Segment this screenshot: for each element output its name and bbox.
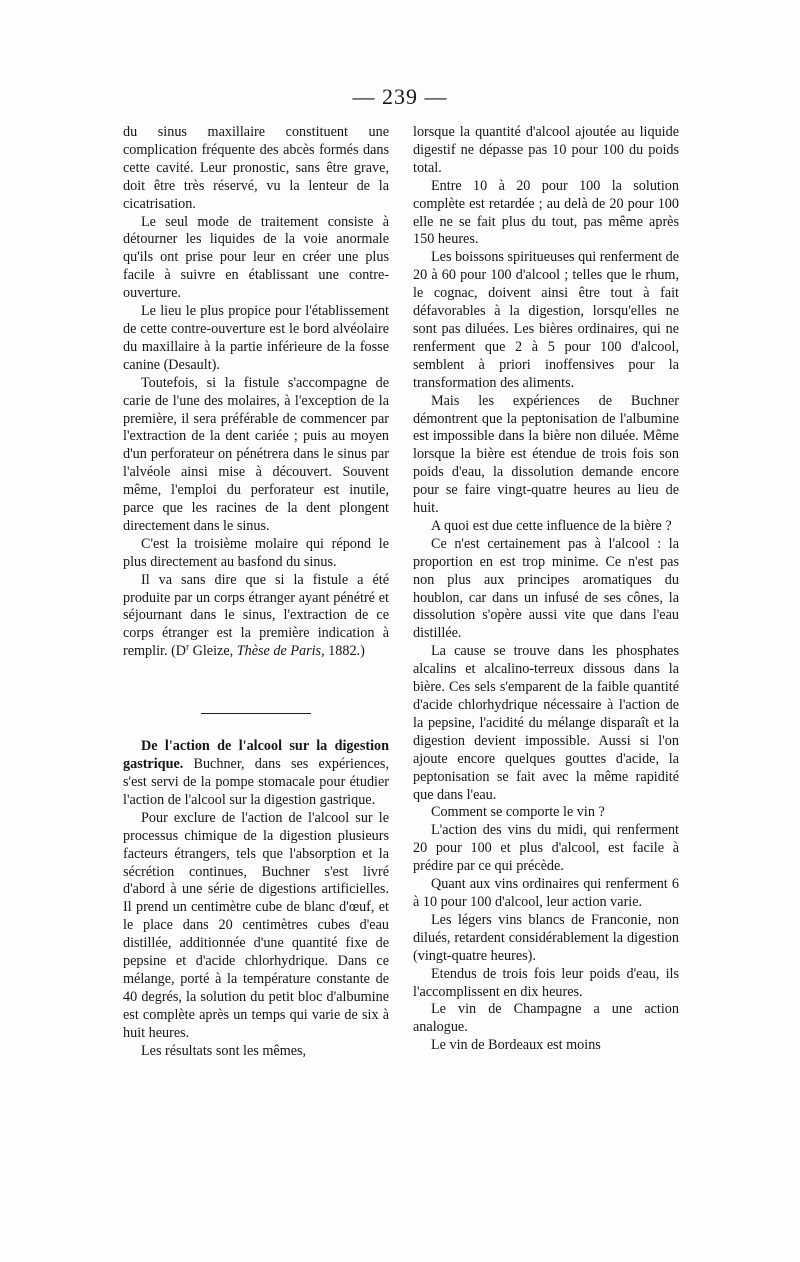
paragraph: Les légers vins blancs de Franconie, non dilués, retardent considérablement la digestion (vingt-quatre heures). <box>413 911 679 964</box>
paragraph: Pour exclure de l'action de l'alcool sur le processus chimique de la digestion plusieurs facteurs étrangers, tels que l'absorption et la sécrétion continues, Buchner s'est livré d'abord à une série de digestions artificielles. Il prend un centimètre cube de blanc d'œuf, et le place dans 20 centimètres cubes d'eau distillée, additionnée d'une quantité fixe de pepsine et d'acide chlorhydrique. Dans ce mélange, porté à la température constante de 40 degrés, la solution du petit bloc d'albumine est complète après un temps qui varie de six à huit heures. <box>123 809 389 1041</box>
paragraph: Le seul mode de traitement consiste à détourner les liquides de la voie anormale qu'ils ont prise pour leur en créer une plus facile à suivre en établissant une contre-ouverture. <box>123 213 389 302</box>
paragraph-with-citation <box>123 572 389 662</box>
citation: ($D^r$ Gleize, Thèse de Paris, 1882.) <box>171 641 365 660</box>
paragraph: Toutefois, si la fistule s'accompagne de carie de l'une des molaires, à l'exception de la première, il sera préférable de commencer par l'extraction de la dent cariée ; puis au moyen d'un perforateur on pénétrera dans le sinus par l'alvéole ainsi mise à découvert. Souvent même, l'emploi du perforateur est inutile, parce que les racines de la dent plongent directement dans le sinus. <box>123 374 389 534</box>
paragraph-text: Il va sans dire que si la fistule a été produite par un corps étranger ayant pénétré et séjournant dans le sinus, l'extraction de ce corps étranger est la première indication à remplir. <box>123 571 389 660</box>
right-column <box>413 124 679 1055</box>
section-first-text: Buchner, dans ses expériences, s'est servi de la pompe stomacale pour étudier l'action de l'alcool sur la digestion gastrique. <box>123 756 389 808</box>
paragraph: lorsque la quantité d'alcool ajoutée au liquide digestif ne dépasse pas 10 pour 100 du poids total. <box>413 124 679 176</box>
paragraph: Le vin de Champagne a une action analogue. <box>413 1001 679 1036</box>
citation-work: Thèse de Paris <box>236 643 322 660</box>
section-title: De l'action de l'alcool sur la digestion gastrique. <box>123 738 389 773</box>
page-number: — 239 — <box>352 84 448 109</box>
paragraph: La cause se trouve dans les phosphates alcalins et alcalino-terreux dissous dans la bière. Ces sels s'emparent de la faible quantité d'acide chlorhydrique nécessaire à l'action de la pepsine, l'acidité du mélange disparaît et la digestion devient impossible. Aussi si l'on ajoute encore quelques gouttes d'acide, la peptonisation se fait avec la même rapidité que dans l'eau. <box>413 643 679 803</box>
section-opening <box>123 738 389 810</box>
paragraph: C'est la troisième molaire qui répond le plus directement au basfond du sinus. <box>123 535 389 570</box>
paragraph: du sinus maxillaire constituent une complication fréquente des abcès formés dans cette cavité. Leur pronostic, sans être grave, doit être très réservé, vu la lenteur de la cicatrisation. <box>123 124 389 212</box>
paragraph: Mais les expériences de Buchner démontrent que la peptonisation de l'albumine est impossible dans la bière non diluée. Même lorsque la bière est étendue de trois fois son poids d'eau, la dissolution demande encore pour se faire vingt-quatre heures au lieu de huit. <box>413 392 679 517</box>
paragraph: Comment se comporte le vin ? <box>431 804 605 821</box>
paragraph: Ce n'est certainement pas à l'alcool : la proportion en est trop minime. Ce n'est pas non plus aux principes aromatiques du houblon, car dans un infusé de ses cônes, la dissolution s'opère aussi vite que dans l'eau distillée. <box>413 535 679 642</box>
section-divider <box>201 713 311 714</box>
paragraph: Le lieu le plus propice pour l'établissement de cette contre-ouverture est le bord alvéolaire du maxillaire à la partie inférieure de la fosse canine (Desault). <box>123 303 389 373</box>
paragraph: Les boissons spiritueuses qui renferment de 20 à 60 pour 100 d'alcool ; telles que le rhum, le cognac, doivent ainsi être tout à fait défavorables à la digestion, lorsqu'elles ne sont pas diluées. Les bières ordinaires, qui ne renferment que 2 à 5 pour 100 d'alcool, semblent à priori inoffensives pour la transformation des aliments. <box>413 249 679 391</box>
paragraph: Le vin de Bordeaux est moins <box>431 1037 601 1054</box>
paragraph: Entre 10 à 20 pour 100 la solution complète est retardée ; au delà de 20 pour 100 elle ne se fait plus du tout, pas même après 150 heures. <box>413 177 679 248</box>
paragraph: Les résultats sont les mêmes, <box>141 1042 307 1059</box>
paragraph: Quant aux vins ordinaires qui renferment 6 à 10 pour 100 d'alcool, leur action varie. <box>413 876 679 910</box>
paragraph: L'action des vins du midi, qui renferment 20 pour 100 et plus d'alcool, est facile à prédire par ce qui précède. <box>413 822 679 875</box>
paragraph: A quoi est due cette influence de la bière ? <box>431 517 672 534</box>
paragraph: Etendus de trois fois leur poids d'eau, ils l'accomplissent en dix heures. <box>413 965 679 1000</box>
left-column <box>123 124 389 1061</box>
